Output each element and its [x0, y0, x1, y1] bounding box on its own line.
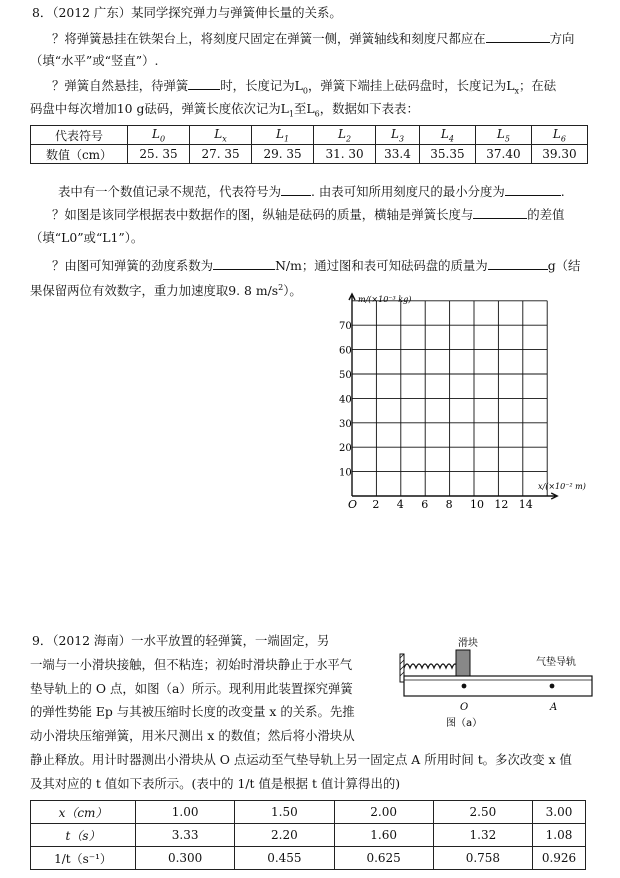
q8-part2-cont-c: ，数据如下表表： — [319, 101, 419, 116]
table-row — [31, 126, 588, 145]
table-row — [31, 847, 586, 870]
answer-blank-state[interactable] — [188, 77, 220, 90]
q8-part3-note: （填“L0”或“L1”）。 — [30, 230, 144, 245]
table-cell: 1.50 — [235, 801, 334, 824]
point-a-label: A — [550, 702, 558, 713]
table-cell: 0.926 — [533, 847, 586, 870]
table-cell: 1.00 — [136, 801, 235, 824]
q8-part2-cont: 码盘中每次增加10 g砝码，弹簧长度依次记为$L_1$至$L_6$，数据如下表表： — [30, 101, 419, 119]
q8-part4-cont — [30, 280, 302, 299]
q9-line-2: 一端与一小滑块接触，但不粘连；初始时滑块静止于水平气 — [30, 657, 353, 672]
q8-table-question-b: . 由表可知所用刻度尺的最小分度为 — [311, 184, 505, 199]
table-cell: 3.33 — [136, 824, 235, 847]
q8-part2-cont-a: 码盘中每次增加10 g砝码，弹簧长度依次记为L — [30, 101, 289, 116]
q8-header: 8．（2012 广东）某同学探究弹力与弹簧伸长量的关系。 — [32, 5, 342, 20]
table-cell: 0.758 — [433, 847, 532, 870]
y-tick-label: 60 — [339, 345, 352, 357]
q8-part4-cont-sup: 2 — [278, 283, 284, 292]
q8-part2-text: ？弹簧自然悬挂，待弹簧 — [52, 78, 189, 93]
q8-part3-text: ？如图是该同学根据表中数据作的图，纵轴是砝码的质量，横轴是弹簧长度与 — [52, 207, 474, 222]
table-row-label: t（s） — [31, 824, 136, 847]
q8-table-question — [58, 183, 565, 200]
table-cell: 29. 35 — [252, 145, 314, 164]
point-a-marker — [550, 684, 555, 689]
table-row — [31, 145, 588, 164]
x-tick-label: 4 — [396, 498, 404, 511]
table-cell: 39.30 — [531, 145, 587, 164]
q9-data-table — [30, 800, 586, 870]
table-cell: $L_x$ — [190, 126, 252, 145]
q8-part4-cont-end: ）。 — [283, 283, 302, 299]
table-row-label: 数值（cm） — [31, 145, 128, 164]
table-cell: 31. 30 — [314, 145, 376, 164]
slider-block-icon — [456, 650, 470, 676]
q9-line-6: 静止释放。用计时器测出小滑块从 O 点运动至气垫导轨上另一固定点 A 所用时间 t。多次改变 x 值 — [30, 752, 572, 767]
q8-table-question-a: 表中有一个数值记录不规范，代表符号为 — [58, 184, 282, 199]
q8-part1-text: ？将弹簧悬挂在铁架台上，将刻度尺固定在弹簧一侧，弹簧轴线和刻度尺都应在 — [52, 31, 486, 46]
q9-line-4: 的弹性势能 Ep 与其被压缩时长度的改变量 x 的关系。先推 — [30, 704, 355, 719]
chart-grid — [352, 301, 547, 496]
origin-label: O — [348, 498, 358, 511]
answer-blank-direction[interactable] — [486, 30, 550, 43]
y-tick-label: 20 — [339, 443, 352, 455]
table-cell: 1.08 — [533, 824, 586, 847]
q8-part3-end: 的差值 — [527, 207, 565, 222]
table-row — [31, 801, 586, 824]
y-tick-label: 10 — [339, 467, 352, 479]
x-tick-label: 8 — [445, 498, 453, 511]
slider-label: 滑块 — [458, 638, 478, 649]
table-cell: 0.625 — [334, 847, 433, 870]
q8-part1-note: （填“水平”或“竖直”）. — [30, 53, 159, 68]
y-tick-label: 30 — [339, 418, 352, 430]
table-cell: 37.40 — [475, 145, 531, 164]
table-row — [31, 824, 586, 847]
mass-vs-extension-chart — [330, 288, 586, 520]
q8-part1 — [52, 30, 574, 47]
table-cell: 1.32 — [433, 824, 532, 847]
q8-data-table — [30, 125, 588, 164]
q8-table-question-c: . — [560, 184, 565, 199]
y-tick-label: 50 — [339, 370, 352, 381]
q8-part2-text4: ；在砝 — [518, 78, 557, 93]
table-cell: $L_5$ — [475, 126, 531, 145]
q8-part4-end: g（结 — [547, 258, 581, 273]
table-cell: 33.4 — [376, 145, 420, 164]
table-cell: 2.00 — [334, 801, 433, 824]
q8-part2-text2: 时，长度记为L — [220, 78, 303, 93]
table-cell: $L_1$ — [252, 126, 314, 145]
x-tick-label: 2 — [372, 498, 380, 511]
table-cell: 2.20 — [235, 824, 334, 847]
table-cell: $L_6$ — [531, 126, 587, 145]
y-tick-label: 40 — [339, 394, 352, 406]
answer-blank-reference[interactable] — [473, 206, 527, 219]
q8-part2: ？弹簧自然悬挂，待弹簧 时，长度记为$L_0$，弹簧下端挂上砝码盘时，长度记为$L_x$；在砝 — [52, 78, 557, 96]
table-cell: $L_3$ — [376, 126, 420, 145]
answer-blank-pan-mass[interactable] — [488, 257, 548, 270]
answer-blank-division[interactable] — [505, 183, 561, 196]
table-row-label: 1/t（s⁻¹） — [31, 847, 136, 870]
q8-part4-cont-text: 果保留两位有效数字，重力加速度取9. 8 m/s — [30, 283, 279, 299]
table-cell: $L_2$ — [314, 126, 376, 145]
table-cell: 1.60 — [334, 824, 433, 847]
table-cell: 25. 35 — [128, 145, 190, 164]
y-tick-label: 70 — [339, 321, 352, 333]
q8-part4-text2: N/m；通过图和表可知砝码盘的质量为 — [275, 258, 488, 273]
table-cell: 2.50 — [433, 801, 532, 824]
air-track-figure — [398, 634, 598, 734]
table-cell: $L_0$ — [128, 126, 190, 145]
table-cell: $L_4$ — [419, 126, 475, 145]
y-axis-label: m/(×10⁻³ kg) — [358, 295, 412, 304]
air-track-rail — [404, 676, 592, 696]
x-tick-label: 14 — [518, 498, 533, 511]
answer-blank-symbol[interactable] — [281, 183, 311, 196]
x-tick-label: 12 — [494, 498, 509, 511]
q8-part3 — [52, 206, 564, 223]
q8-part2-text3: ，弹簧下端挂上砝码盘时，长度记为L — [307, 78, 515, 93]
table-row-label: 代表符号 — [31, 126, 128, 145]
q9-line-5: 动小滑块压缩弹簧，用米尺测出 x 的数值；然后将小滑块从 — [30, 728, 355, 743]
spring-icon — [404, 664, 458, 668]
table-cell: 27. 35 — [190, 145, 252, 164]
table-cell: 0.300 — [136, 847, 235, 870]
q8-part1-end: 方向 — [549, 31, 575, 46]
q9-line-7: 及其对应的 t 值如下表所示。(表中的 1/t 值是根据 t 值计算得出的) — [30, 776, 401, 791]
q8-part4 — [52, 257, 580, 274]
q9-line-1: 9．（2012 海南）一水平放置的轻弹簧，一端固定，另 — [32, 633, 330, 648]
x-axis-label: x/(×10⁻² m) — [538, 482, 586, 491]
table-row-label: x（cm） — [31, 801, 136, 824]
answer-blank-stiffness[interactable] — [213, 257, 275, 270]
q8-part2-cont-b: 至L — [294, 101, 315, 116]
rail-label: 气垫导轨 — [536, 657, 576, 668]
point-o-label: O — [460, 702, 469, 713]
table-cell: 35.35 — [419, 145, 475, 164]
table-cell: 3.00 — [533, 801, 586, 824]
x-tick-label: 10 — [470, 498, 484, 511]
table-cell: 0.455 — [235, 847, 334, 870]
q8-part4-text: ？由图可知弹簧的劲度系数为 — [52, 258, 214, 273]
x-tick-label: 6 — [421, 498, 429, 511]
q9-line-3: 垫导轨上的 O 点，如图（a）所示。现利用此装置探究弹簧 — [30, 681, 353, 696]
point-o-marker — [462, 684, 467, 689]
figure-caption: 图（a） — [446, 718, 483, 729]
